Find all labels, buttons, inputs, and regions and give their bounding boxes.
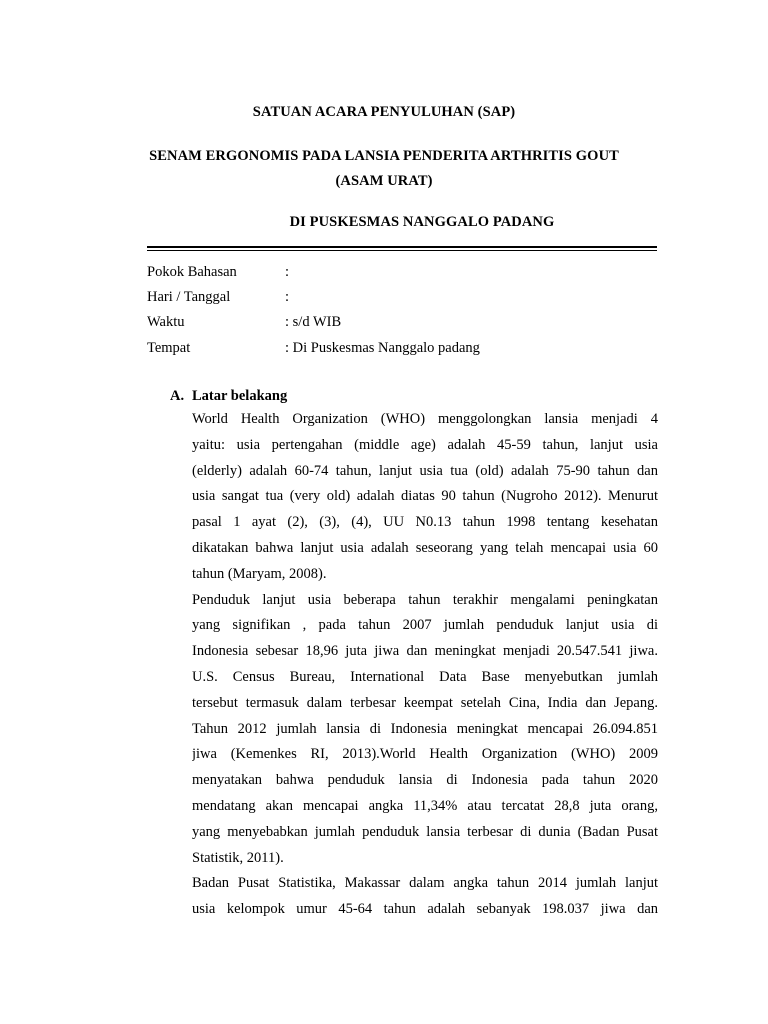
- body-text-line: (elderly) adalah 60-74 tahun, lanjut usia tua (old) adalah 75-90 tahun dan: [192, 462, 658, 479]
- topic-line-2: (ASAM URAT): [335, 173, 433, 189]
- body-text-line: Penduduk lanjut usia beberapa tahun terakhir mengalami peningkatan: [192, 591, 658, 608]
- header-divider-thick: [147, 246, 657, 248]
- location-line: DI PUSKESMAS NANGGALO PADANG: [289, 214, 555, 230]
- info-label: Tempat: [147, 340, 191, 356]
- section-heading: [170, 388, 287, 405]
- topic-line-1: SENAM ERGONOMIS PADA LANSIA PENDERITA ARTHRITIS GOUT: [149, 148, 619, 164]
- body-text-line: yaitu: usia pertengahan (middle age) adalah 45-59 tahun, lanjut usia: [192, 436, 658, 453]
- body-text-line: jiwa (Kemenkes RI, 2013).World Health Organization (WHO) 2009: [192, 746, 658, 763]
- body-text-line: tersebut termasuk dalam terbesar keempat setelah Cina, India dan Jepang.: [192, 694, 658, 711]
- section-body: [192, 407, 658, 923]
- body-text-line: Badan Pusat Statistika, Makassar dalam angka tahun 2014 jumlah lanjut: [192, 875, 658, 892]
- body-text-line: usia kelompok umur 45-64 tahun adalah sebanyak 198.037 jiwa dan: [192, 901, 658, 918]
- section-title: Latar belakang: [192, 388, 288, 404]
- body-text-line: pasal 1 ayat (2), (3), (4), UU N0.13 tahun 1998 tentang kesehatan: [192, 514, 658, 531]
- body-text-line: yang signifikan , pada tahun 2007 jumlah penduduk lanjut usia di: [192, 617, 658, 634]
- info-value: :: [285, 289, 290, 305]
- body-text-line: World Health Organization (WHO) menggolongkan lansia menjadi 4: [192, 411, 658, 427]
- info-value: : Di Puskesmas Nanggalo padang: [285, 340, 480, 356]
- body-text-line: U.S. Census Bureau, International Data Base menyebutkan jumlah: [192, 668, 658, 685]
- info-value: :: [285, 264, 290, 280]
- info-label: Hari / Tanggal: [147, 289, 231, 305]
- body-text-line: Statistik, 2011).: [192, 849, 284, 866]
- body-text-line: tahun (Maryam, 2008).: [192, 565, 327, 582]
- info-value: : s/d WIB: [285, 314, 342, 330]
- body-text-line: usia sangat tua (very old) adalah diatas 90 tahun (Nugroho 2012). Menurut: [192, 488, 658, 505]
- body-text-line: menyatakan bahwa penduduk lansia di Indonesia pada tahun 2020: [192, 772, 658, 789]
- body-text-line: Tahun 2012 jumlah lansia di Indonesia meningkat mencapai 26.094.851: [192, 720, 658, 737]
- body-text-line: mendatang akan mencapai angka 11,34% atau tercatat 28,8 juta orang,: [192, 797, 658, 814]
- body-text-line: dikatakan bahwa lanjut usia adalah seseorang yang telah mencapai usia 60: [192, 539, 658, 556]
- header-divider-thin: [147, 250, 657, 251]
- section-letter: A.: [170, 388, 185, 404]
- info-label: Waktu: [147, 314, 185, 330]
- body-text-line: Indonesia sebesar 18,96 juta jiwa dan meningkat menjadi 20.547.541 jiwa.: [192, 643, 658, 660]
- info-label: Pokok Bahasan: [147, 264, 237, 280]
- body-text-line: yang menyebabkan jumlah penduduk lansia terbesar di dunia (Badan Pusat: [192, 823, 658, 840]
- document-title: SATUAN ACARA PENYULUHAN (SAP): [252, 104, 516, 120]
